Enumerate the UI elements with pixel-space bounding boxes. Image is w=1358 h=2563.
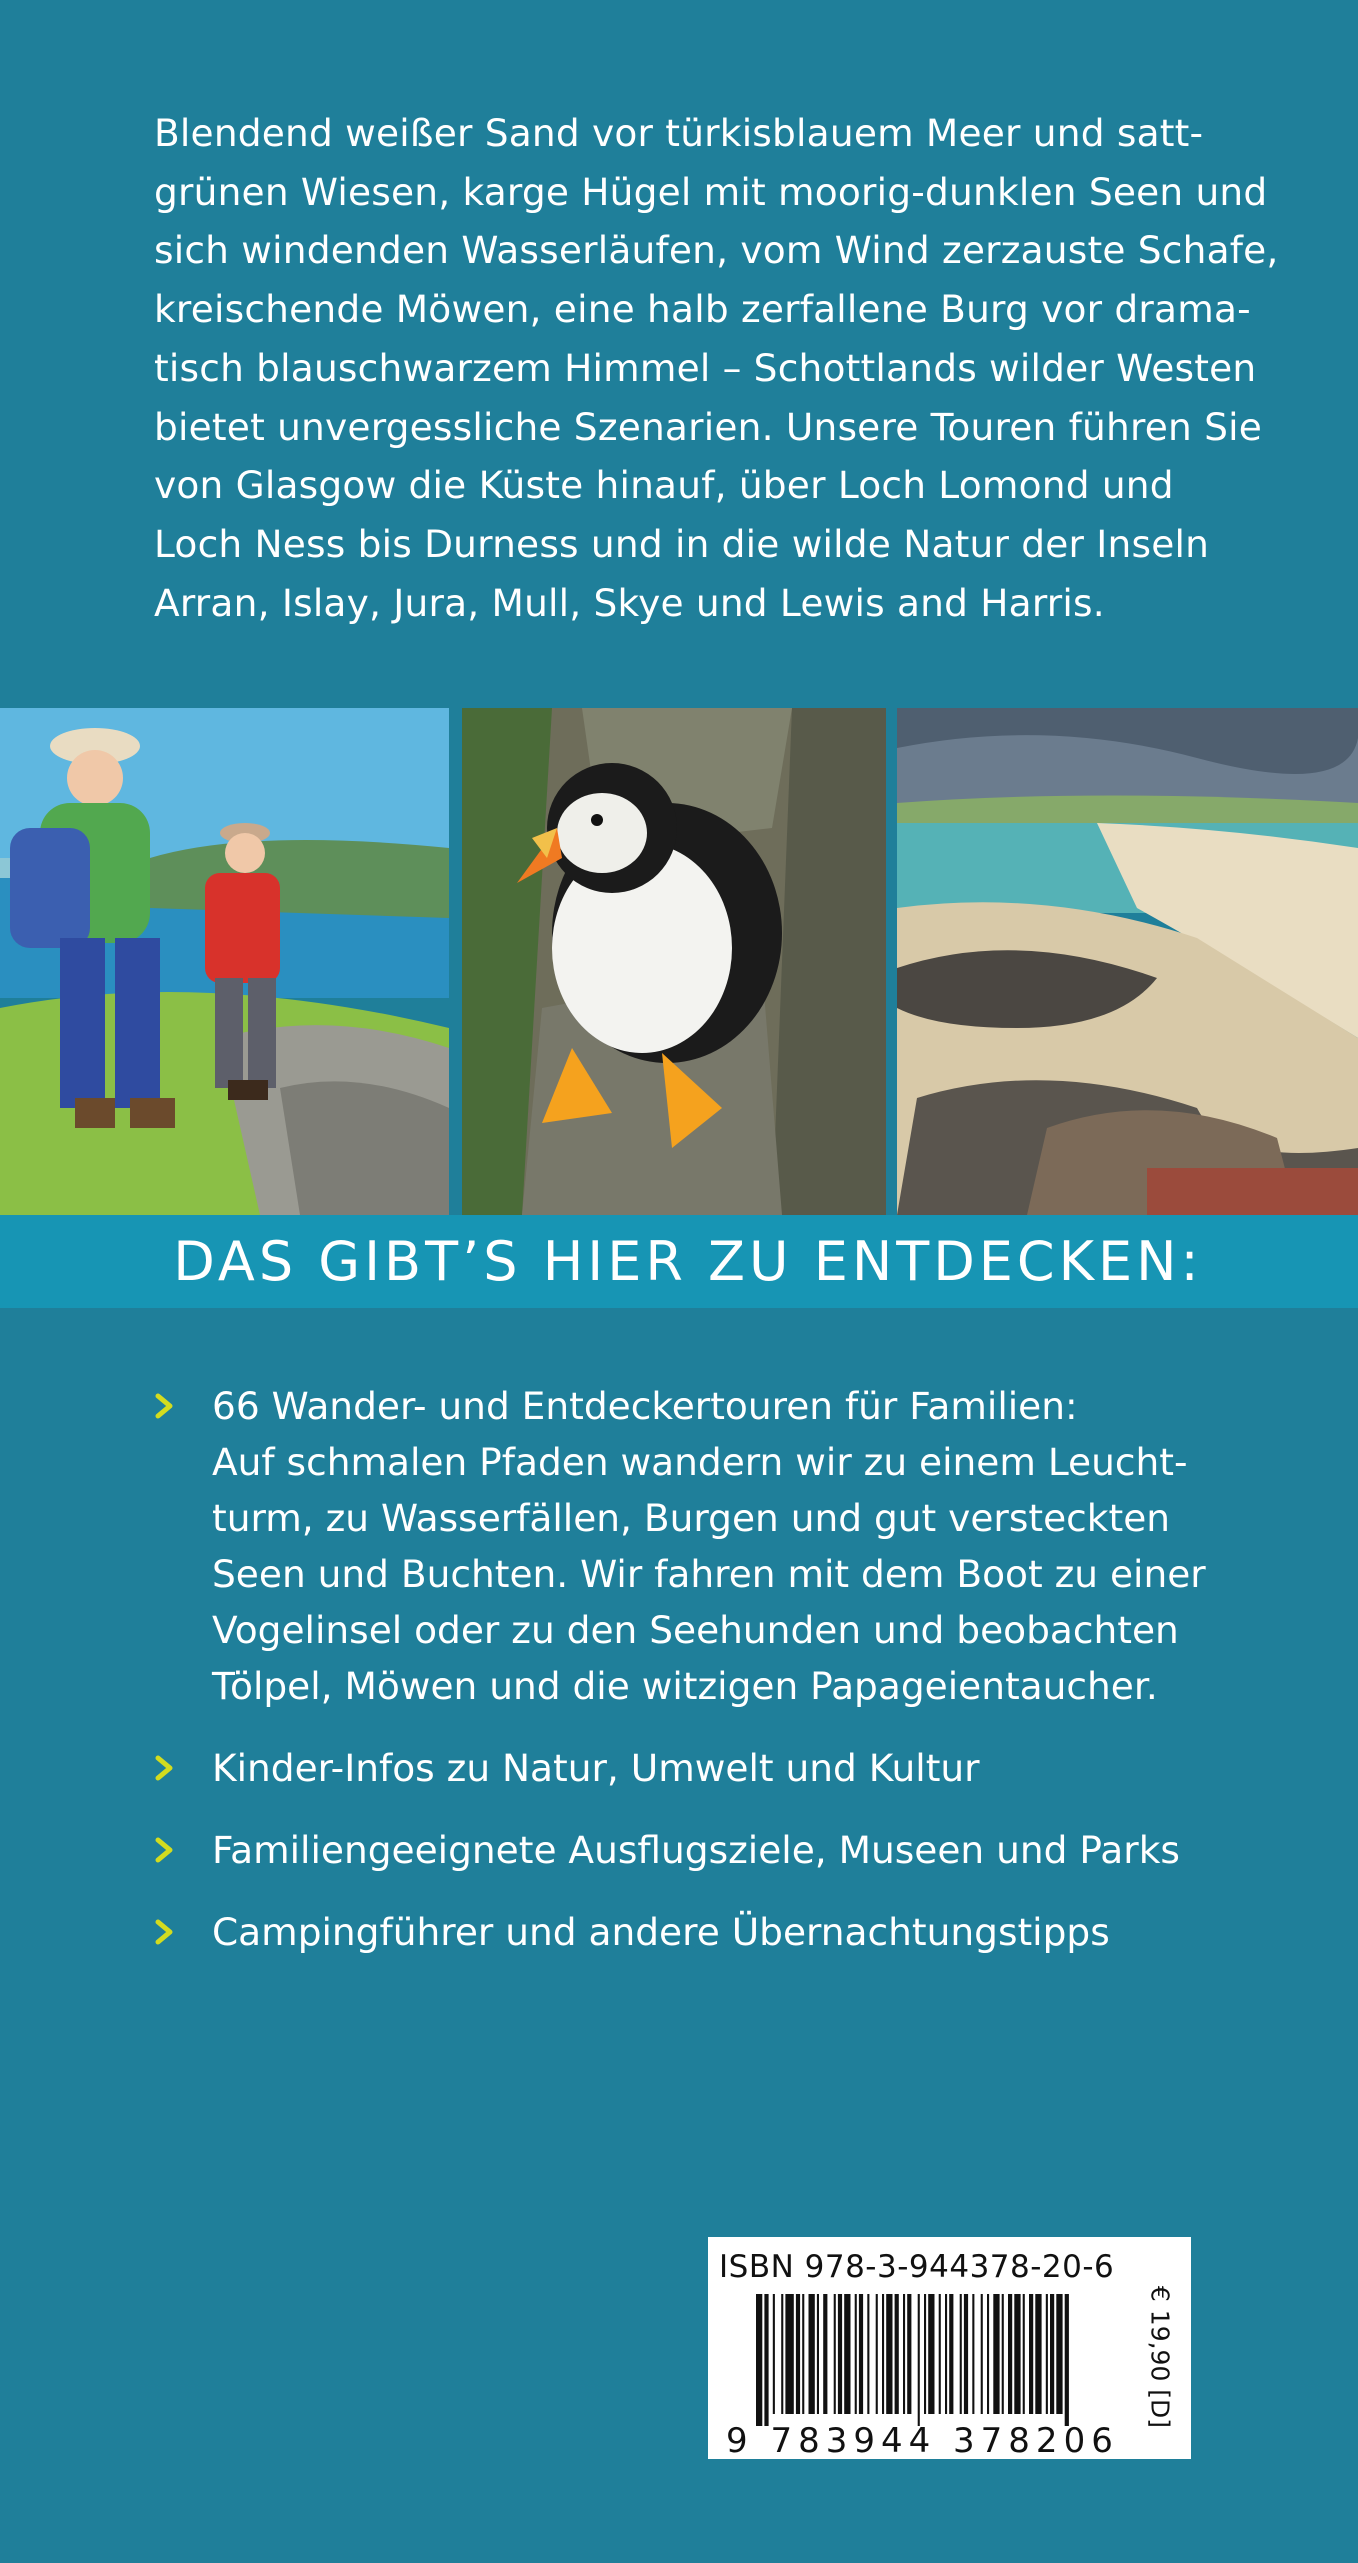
photo-beach xyxy=(897,708,1358,1215)
feature-item xyxy=(154,1740,1234,1796)
barcode-bar xyxy=(855,2294,857,2414)
intro-line: Loch Ness bis Durness und in die wilde Natur der Inseln xyxy=(154,521,1210,566)
chevron-right-icon xyxy=(154,1826,176,1874)
feature-line: Auf schmalen Pfaden wandern wir zu einem Leucht- xyxy=(212,1440,1188,1484)
intro-line: bietet unvergessliche Szenarien. Unsere Touren führen Sie xyxy=(154,404,1263,449)
barcode-bar xyxy=(1029,2294,1033,2414)
barcode-bar xyxy=(781,2294,783,2414)
barcode-bar xyxy=(928,2294,934,2414)
barcode-bar xyxy=(838,2294,842,2414)
barcode-bar xyxy=(972,2294,974,2414)
photo-strip xyxy=(0,708,1358,1215)
barcode-bars xyxy=(756,2294,1132,2426)
barcode-bar xyxy=(1056,2294,1062,2414)
barcode-bar xyxy=(960,2294,962,2414)
feature-line: Vogelinsel oder zu den Seehunden und beobachten xyxy=(212,1608,1179,1652)
barcode-bar xyxy=(981,2294,983,2414)
barcode-bar xyxy=(1014,2294,1020,2414)
chevron-right-icon xyxy=(154,1744,176,1792)
feature-line: Campingführer und andere Übernachtungstipps xyxy=(212,1910,1110,1954)
barcode-bar xyxy=(895,2294,899,2414)
intro-paragraph xyxy=(154,104,1279,632)
barcode-bar xyxy=(834,2294,836,2414)
barcode-bar xyxy=(1046,2294,1048,2414)
feature-text xyxy=(212,1904,1234,1960)
isbn-barcode xyxy=(708,2237,1191,2459)
feature-text xyxy=(212,1378,1234,1714)
barcode-bar xyxy=(876,2294,878,2414)
barcode-bar xyxy=(764,2294,768,2426)
intro-line: von Glasgow die Küste hinauf, über Loch Lomond und xyxy=(154,463,1174,508)
barcode-bar xyxy=(756,2294,762,2426)
feature-text xyxy=(212,1822,1234,1878)
barcode-bar xyxy=(949,2294,953,2414)
barcode-bar xyxy=(823,2294,827,2414)
feature-item xyxy=(154,1904,1234,1960)
barcode-bar xyxy=(844,2294,850,2414)
barcode-bar xyxy=(1065,2294,1069,2426)
barcode-bar xyxy=(993,2294,999,2414)
intro-line: sich windenden Wasserläufen, vom Wind zerzauste Schafe, xyxy=(154,228,1279,273)
feature-text xyxy=(212,1740,1234,1796)
barcode-bar xyxy=(817,2294,819,2414)
barcode-bar xyxy=(859,2294,863,2414)
barcode-bar xyxy=(964,2294,968,2414)
barcode-bar xyxy=(882,2294,884,2414)
barcode-bar xyxy=(939,2294,941,2414)
intro-line: Blendend weißer Sand vor türkisblauem Meer und satt- xyxy=(154,111,1204,155)
chevron-right-icon xyxy=(154,1908,176,1956)
barcode-bar xyxy=(918,2294,920,2426)
photo-hikers xyxy=(0,708,449,1215)
feature-line: 66 Wander- und Entdeckertouren für Familien: xyxy=(212,1384,1078,1428)
barcode-bar xyxy=(903,2294,905,2414)
intro-line: tisch blauschwarzem Himmel – Schottlands wilder Westen xyxy=(154,345,1257,390)
barcode-bar xyxy=(924,2294,926,2414)
barcode-bar xyxy=(945,2294,947,2414)
isbn-label: ISBN 978-3-944378-20-6 xyxy=(719,2249,1115,2285)
intro-line: Arran, Islay, Jura, Mull, Skye und Lewis and Harris. xyxy=(154,580,1105,625)
feature-line: Familiengeeignete Ausflugsziele, Museen und Parks xyxy=(212,1828,1180,1872)
feature-list xyxy=(154,1378,1234,1986)
barcode-bar xyxy=(809,2294,815,2414)
intro-line: kreischende Möwen, eine halb zerfallene Burg vor drama- xyxy=(154,287,1251,332)
barcode-bar xyxy=(987,2294,989,2414)
ean-digits: 9 783944 378206 xyxy=(726,2421,1119,2461)
chevron-right-icon xyxy=(154,1382,176,1430)
barcode-bar xyxy=(1008,2294,1012,2414)
barcode-bar xyxy=(802,2294,804,2414)
feature-line: Kinder-Infos zu Natur, Umwelt und Kultur xyxy=(212,1746,980,1790)
price-label xyxy=(1140,2267,1180,2447)
feature-item xyxy=(154,1378,1234,1714)
banner-title: DAS GIBT’S HIER ZU ENTDECKEN: xyxy=(173,1230,1203,1293)
photo-puffin xyxy=(462,708,886,1215)
barcode-bar xyxy=(1023,2294,1025,2414)
barcode-bar xyxy=(1002,2294,1004,2414)
feature-line: Seen und Buchten. Wir fahren mit dem Boot zu einer xyxy=(212,1552,1206,1596)
barcode-bar xyxy=(785,2294,793,2414)
feature-line: Tölpel, Möwen und die witzigen Papageientaucher. xyxy=(212,1664,1158,1708)
section-banner xyxy=(0,1215,1358,1308)
price-text: € 19,90 [D] xyxy=(1145,2285,1175,2429)
barcode-bar xyxy=(1050,2294,1054,2414)
feature-item xyxy=(154,1822,1234,1878)
feature-line: turm, zu Wasserfällen, Burgen und gut versteckten xyxy=(212,1496,1171,1540)
barcode-bar xyxy=(773,2294,775,2414)
barcode-bar xyxy=(1035,2294,1041,2414)
barcode-bar xyxy=(907,2294,911,2414)
intro-line: grünen Wiesen, karge Hügel mit moorig-dunklen Seen und xyxy=(154,169,1268,214)
barcode-bar xyxy=(796,2294,800,2414)
barcode-bar xyxy=(867,2294,869,2414)
barcode-bar xyxy=(886,2294,892,2414)
